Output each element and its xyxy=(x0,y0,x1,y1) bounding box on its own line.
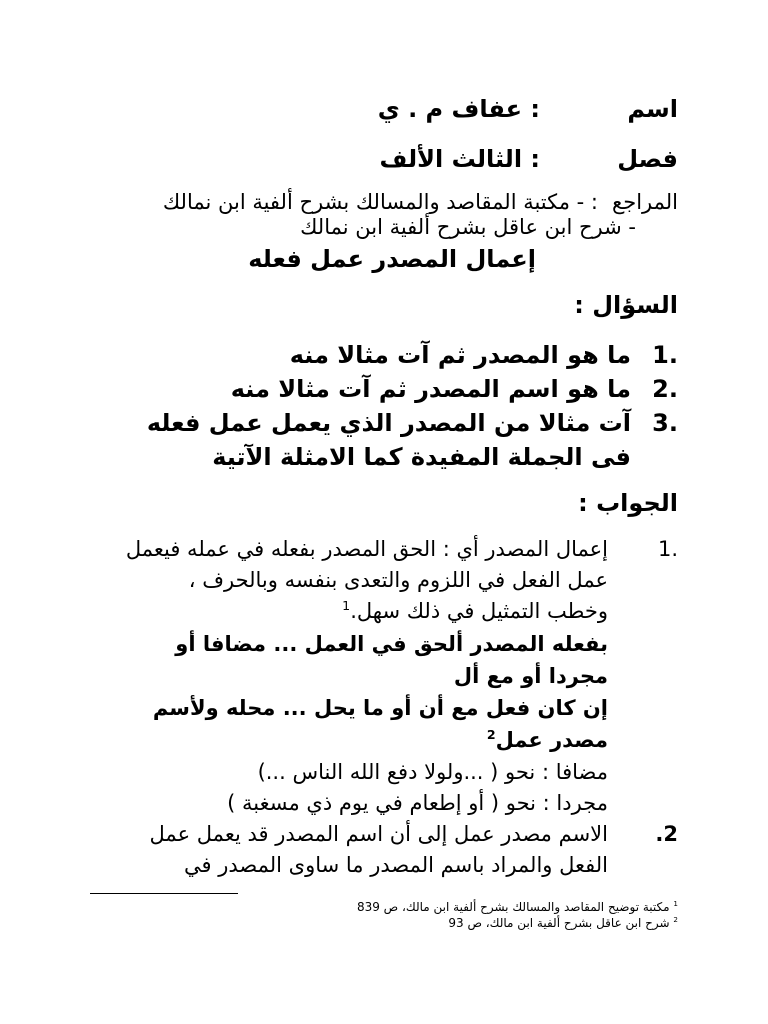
footnote-ref-2: 2 xyxy=(486,727,496,742)
answer-1-line-2: عمل الفعل في اللزوم والتعدى بنفسه وبالحرف ، xyxy=(188,568,608,592)
footnote-2-text: شرح ابن عاقل بشرح ألفية ابن مالك، ص 93 xyxy=(448,916,670,930)
question-2-text: ما هو اسم المصدر ثم آت مثالا منه xyxy=(230,375,631,403)
question-2-number: 2. xyxy=(652,375,678,403)
name-value: : عفاف م . ي xyxy=(377,95,540,123)
answer-1-number: 1. xyxy=(657,537,678,561)
references-label: المراجع xyxy=(612,190,678,214)
page-title: إعمال المصدر عمل فعله xyxy=(248,245,536,273)
answer-2-line-1: الاسم مصدر عمل إلى أن اسم المصدر قد يعمل عمل xyxy=(149,822,608,846)
footnote-separator xyxy=(90,893,238,894)
answer-1-line-3-text: وخطب التمثيل في ذلك سهل. xyxy=(350,599,608,623)
question-1-text: ما هو المصدر ثم آت مثالا منه xyxy=(289,341,631,369)
answer-1-line-1: إعمال المصدر أي : الحق المصدر بفعله في عمله فيعمل xyxy=(125,537,608,561)
question-3-number: 3. xyxy=(652,409,678,437)
footnote-1 xyxy=(357,900,678,914)
verse-line-3: إن كان فعل مع أن أو ما يحل ... محله ولأسم xyxy=(152,696,608,720)
verse-line-2: مجردا أو مع أل xyxy=(453,664,608,688)
reference-2: - شرح ابن عاقل بشرح ألفية ابن نمالك xyxy=(300,215,636,239)
example-mudafan: مضافا : نحو ( ...ولولا دفع الله الناس ...) xyxy=(257,760,608,784)
answers-heading: الجواب : xyxy=(578,489,678,517)
class-label: فصل xyxy=(617,145,678,173)
question-3-line-2: فى الجملة المفيدة كما الامثلة الآتية xyxy=(212,443,631,471)
verse-line-4-text: مصدر عمل xyxy=(495,728,608,752)
verse-line-1: بفعله المصدر ألحق في العمل ... مضافا أو xyxy=(175,632,608,656)
questions-heading: السؤال : xyxy=(574,291,678,319)
verse-line-4 xyxy=(487,728,608,752)
footnote-2-marker: 2 xyxy=(673,915,678,924)
answer-1-line-3 xyxy=(342,599,608,623)
question-1-number: 1. xyxy=(652,341,678,369)
footnote-ref-1: 1 xyxy=(342,598,351,613)
question-3-line-1: آت مثالا من المصدر الذي يعمل عمل فعله xyxy=(146,409,631,437)
reference-1: : - مكتبة المقاصد والمسالك بشرح ألفية ابن نمالك xyxy=(162,190,598,214)
example-mujarradan: مجردا : نحو ( أو إطعام في يوم ذي مسغبة ) xyxy=(227,791,608,815)
class-value: : الثالث الألف xyxy=(379,145,540,173)
footnote-1-marker: 1 xyxy=(673,899,678,908)
answer-2-line-2: الفعل والمراد باسم المصدر ما ساوى المصدر في xyxy=(184,853,608,877)
name-label: اسم xyxy=(627,95,678,123)
answer-2-number: .2 xyxy=(655,822,678,846)
footnote-1-text: مكتبة توضيح المقاصد والمسالك بشرح ألفية ابن مالك، ص 839 xyxy=(356,900,670,914)
footnote-2 xyxy=(448,916,678,930)
